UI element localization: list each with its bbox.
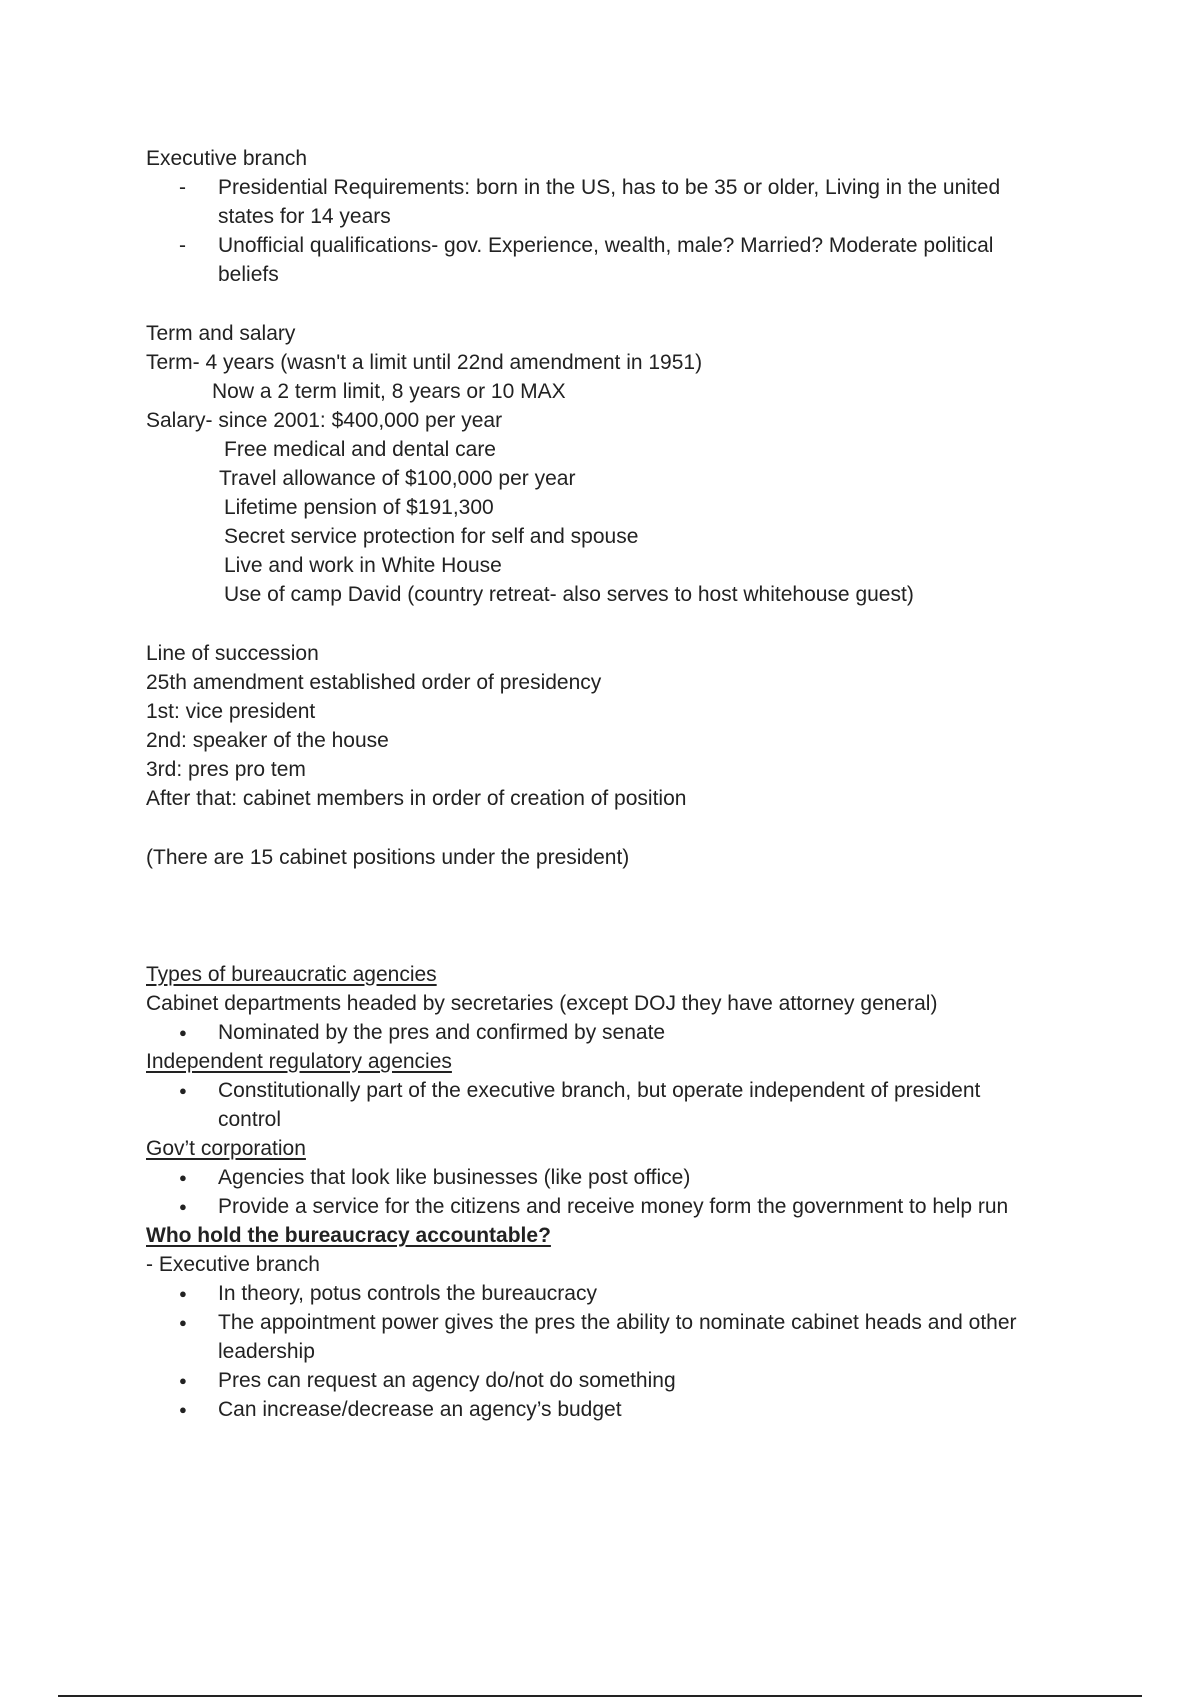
corporation-bullet: Agencies that look like businesses (like post office) — [218, 1166, 691, 1189]
corporation-bullet: Provide a service for the citizens and receive money form the government to help run — [218, 1195, 1009, 1218]
dash-marker — [179, 231, 199, 260]
salary-sub: Free medical and dental care — [224, 438, 496, 461]
accountability-bullet: Can increase/decrease an agency’s budget — [218, 1398, 622, 1421]
succession-line: 1st: vice president — [146, 700, 316, 723]
term-heading: Term and salary — [146, 322, 296, 345]
succession-line: 2nd: speaker of the house — [146, 729, 389, 752]
cabinet-bullet: Nominated by the pres and confirmed by senate — [218, 1021, 666, 1044]
salary-sub: Travel allowance of $100,000 per year — [219, 467, 576, 490]
independent-bullet-line-1: Constitutionally part of the executive branch, but operate independent of president — [218, 1079, 981, 1102]
cabinet-line: Cabinet departments headed by secretaries (except DOJ they have attorney general) — [146, 992, 938, 1015]
accountability-sub: - Executive branch — [146, 1253, 320, 1276]
agencies-heading: Types of bureaucratic agencies — [146, 963, 437, 986]
appointment-bullet-line-1: The appointment power gives the pres the ability to nominate cabinet heads and other — [218, 1311, 1017, 1334]
salary-sub: Secret service protection for self and spouse — [224, 525, 639, 548]
succession-line: 25th amendment established order of presidency — [146, 671, 602, 694]
accountability-bullet: Pres can request an agency do/not do something — [218, 1369, 676, 1392]
dash-marker — [179, 173, 199, 202]
independent-bullet-line-2: control — [218, 1108, 282, 1131]
independent-heading: Independent regulatory agencies — [146, 1050, 452, 1073]
footer-rule — [58, 1695, 1142, 1697]
corporation-heading: Gov’t corporation — [146, 1137, 306, 1160]
term-line: Term- 4 years (wasn't a limit until 22nd amendment in 1951) — [146, 351, 703, 374]
bullet-dot — [179, 1163, 199, 1194]
bullet-dot — [179, 1279, 199, 1310]
bullet-dot — [179, 1018, 199, 1049]
bullet-dot — [179, 1076, 199, 1107]
salary-sub: Live and work in White House — [224, 554, 502, 577]
term-sub: Now a 2 term limit, 8 years or 10 MAX — [212, 380, 566, 403]
salary-sub: Lifetime pension of $191,300 — [224, 496, 494, 519]
bullet-dot — [179, 1192, 199, 1223]
accountability-heading: Who hold the bureaucracy accountable? — [146, 1224, 551, 1247]
salary-line: Salary- since 2001: $400,000 per year — [146, 409, 503, 432]
accountability-bullet: In theory, potus controls the bureaucracy — [218, 1282, 597, 1305]
requirements-line-1: Presidential Requirements: born in the US, has to be 35 or older, Living in the united — [218, 176, 1001, 199]
appointment-bullet-line-2: leadership — [218, 1340, 315, 1363]
bullet-dot — [179, 1395, 199, 1426]
cabinet-note: (There are 15 cabinet positions under the president) — [146, 846, 630, 869]
bullet-dot — [179, 1308, 199, 1339]
salary-sub: Use of camp David (country retreat- also serves to host whitehouse guest) — [224, 583, 914, 606]
executive-heading: Executive branch — [146, 147, 308, 170]
qualifications-line-2: beliefs — [218, 263, 279, 286]
succession-heading: Line of succession — [146, 642, 319, 665]
bullet-dot — [179, 1366, 199, 1397]
succession-line: After that: cabinet members in order of creation of position — [146, 787, 687, 810]
requirements-line-2: states for 14 years — [218, 205, 391, 228]
qualifications-line-1: Unofficial qualifications- gov. Experience, wealth, male? Married? Moderate political — [218, 234, 994, 257]
succession-line: 3rd: pres pro tem — [146, 758, 306, 781]
